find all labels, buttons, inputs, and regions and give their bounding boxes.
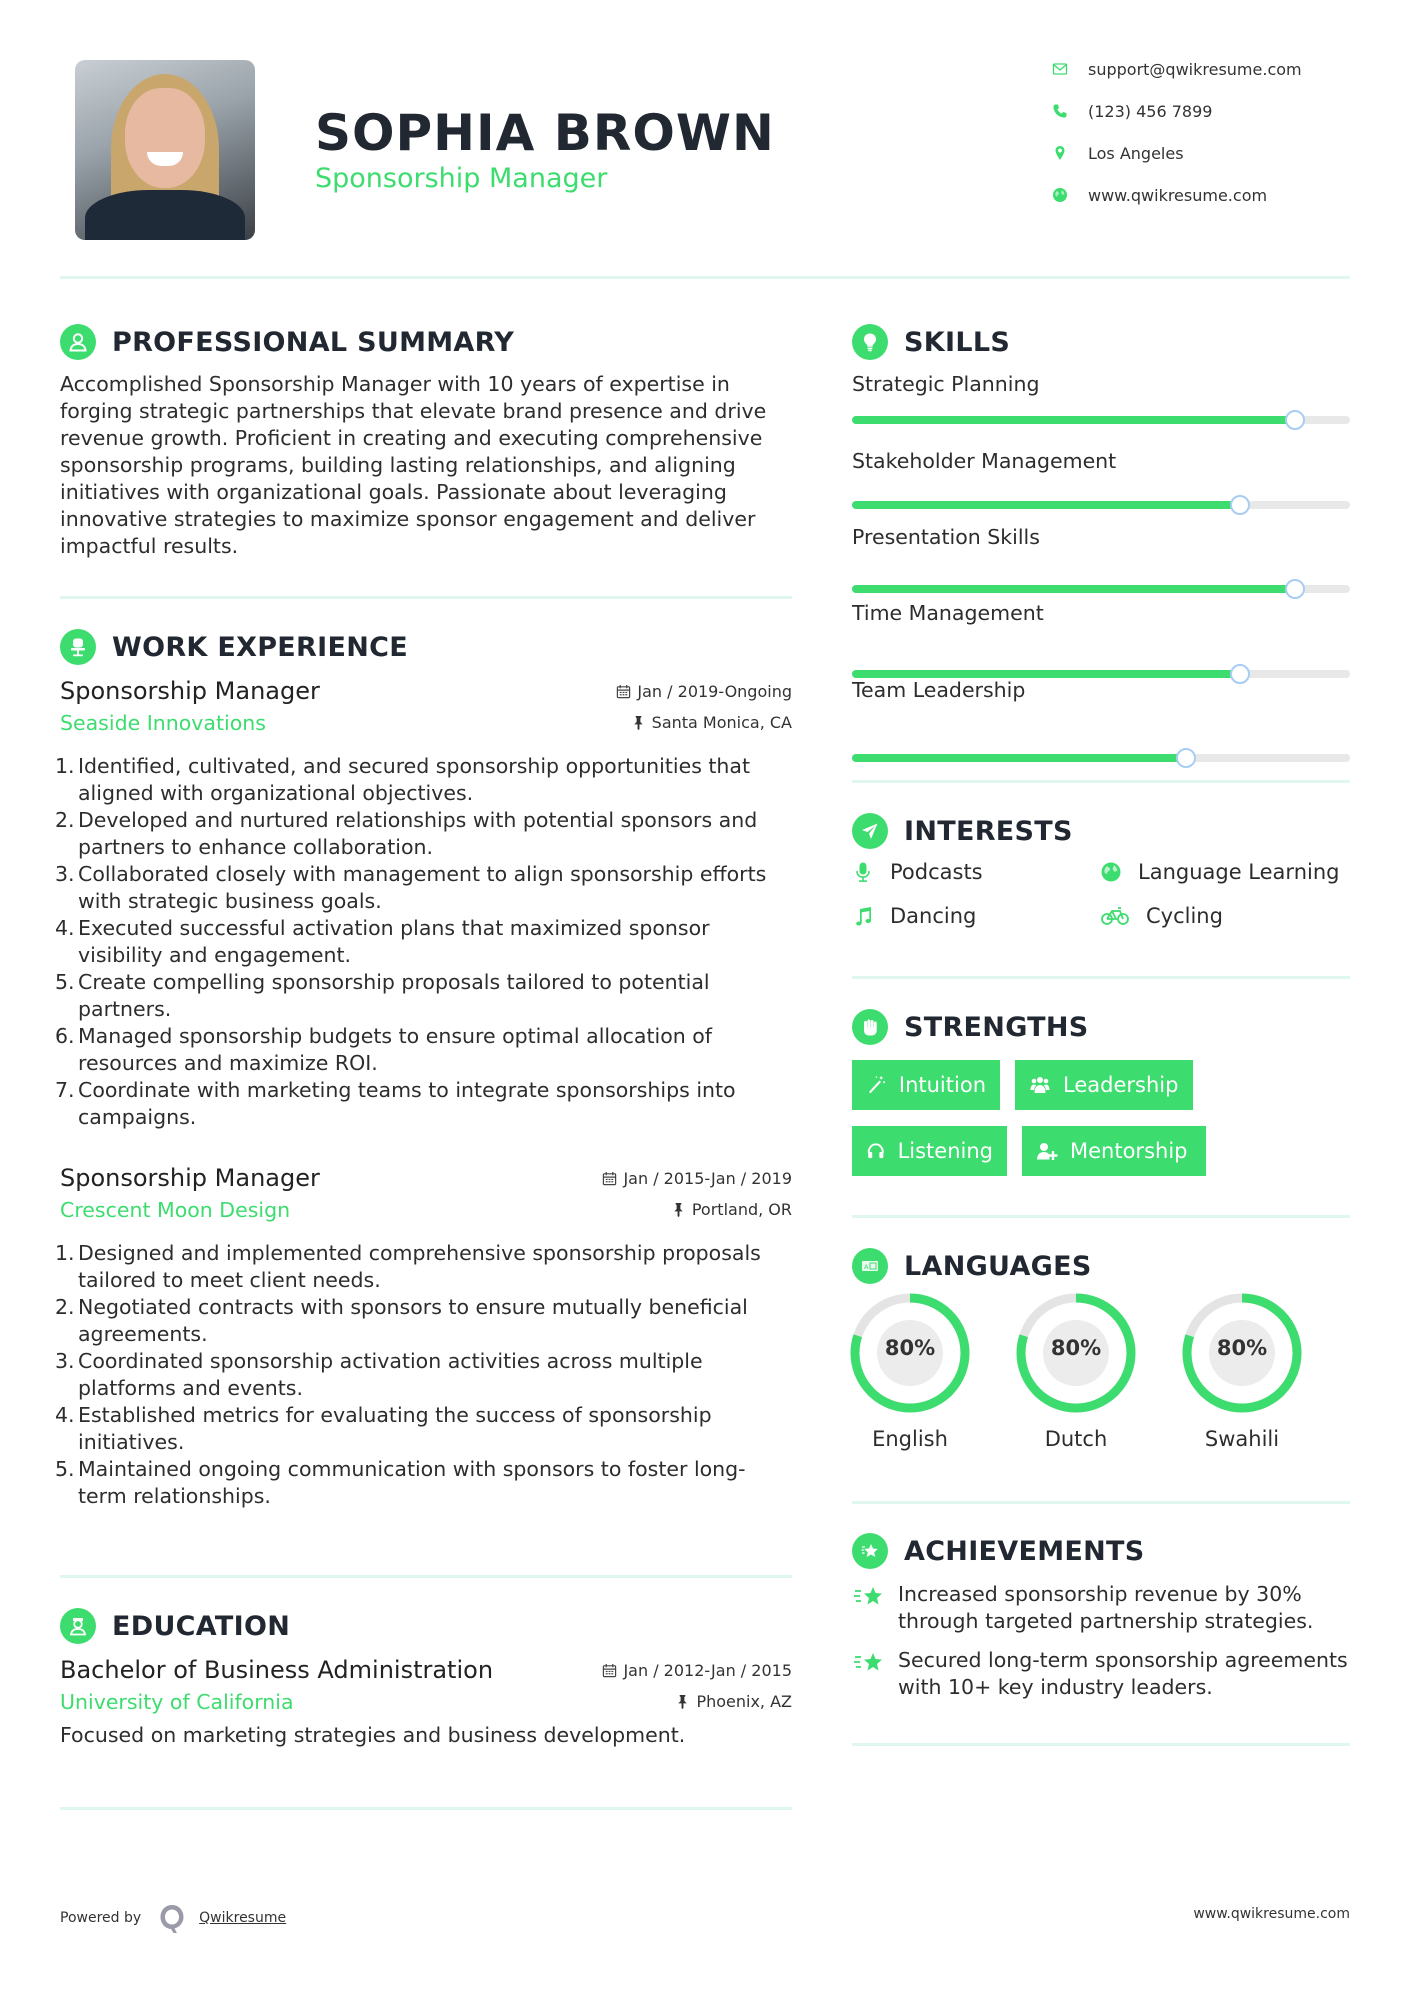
skill-item xyxy=(852,449,1350,473)
job-company: Crescent Moon Design xyxy=(60,1198,291,1222)
interest-item xyxy=(852,860,983,884)
skills-divider xyxy=(852,780,1350,783)
education-section xyxy=(60,1606,792,1749)
education-title: EDUCATION xyxy=(112,1610,291,1642)
job-header-row xyxy=(60,1164,792,1192)
candidate-name: SOPHIA BROWN xyxy=(315,104,775,162)
bicycle-icon xyxy=(1100,904,1134,928)
map-pin-icon xyxy=(1050,143,1070,163)
job-company-row xyxy=(60,1198,792,1222)
skills-heading xyxy=(852,322,1350,362)
job-entry xyxy=(55,677,792,1131)
translate-icon xyxy=(852,1248,888,1284)
bullet-item: 2. Negotiated contracts with sponsors to ensure mutually beneficial agreements. xyxy=(55,1295,748,1346)
bullet-item: 3. Coordinated sponsorship activation activities across multiple platforms and events. xyxy=(55,1349,703,1400)
bullet-item: 2. Developed and nurtured relationships with potential sponsors and partners to enhance collaboration. xyxy=(55,808,758,859)
globe-icon xyxy=(1100,860,1126,884)
education-date xyxy=(602,1661,792,1680)
bullet-item: 1. Designed and implemented comprehensive sponsorship proposals tailored to meet client needs. xyxy=(55,1241,761,1292)
education-description: Focused on marketing strategies and business development. xyxy=(60,1723,686,1747)
bullet-item: 1. Identified, cultivated, and secured sponsorship opportunities that aligned with organizational objectives. xyxy=(55,754,751,805)
strength-label: Listening xyxy=(897,1139,993,1163)
contact-location xyxy=(1050,141,1184,165)
strength-chip xyxy=(1022,1126,1206,1176)
strengths-divider xyxy=(852,1215,1350,1218)
skill-fill xyxy=(852,501,1240,509)
skill-fill xyxy=(852,754,1186,762)
education-divider xyxy=(60,1807,792,1810)
language-percent: 80% xyxy=(1216,1336,1268,1360)
contact-location-text: Los Angeles xyxy=(1088,143,1184,163)
achievements-divider xyxy=(852,1743,1350,1746)
interests-heading xyxy=(852,811,1350,851)
user-icon xyxy=(60,324,96,360)
languages-heading xyxy=(852,1246,1350,1286)
skill-bar[interactable] xyxy=(852,416,1350,424)
skills-section xyxy=(852,322,1350,362)
degree: Bachelor of Business Administration xyxy=(60,1656,494,1684)
strength-label: Leadership xyxy=(1063,1073,1179,1097)
phone-icon xyxy=(1050,101,1070,121)
bullet-item: 5. Create compelling sponsorship proposals tailored to potential partners. xyxy=(55,970,710,1021)
job-title: Sponsorship Manager xyxy=(60,1164,320,1192)
languages-section xyxy=(852,1246,1350,1286)
job-date-text: Jan / 2015-Jan / 2019 xyxy=(623,1169,792,1188)
bullet-item: 4. Established metrics for evaluating the success of sponsorship initiatives. xyxy=(55,1403,712,1454)
skill-fill xyxy=(852,416,1295,424)
interest-item xyxy=(852,904,976,928)
skill-item xyxy=(852,601,1350,625)
experience-heading xyxy=(60,627,792,667)
qwikresume-link[interactable]: Qwikresume xyxy=(199,1910,287,1926)
profile-photo xyxy=(75,60,255,240)
education-location xyxy=(675,1692,792,1711)
lightbulb-icon xyxy=(852,324,888,360)
education-school-row xyxy=(60,1690,792,1714)
skill-bar[interactable] xyxy=(852,670,1350,678)
language-label: English xyxy=(872,1427,948,1451)
fist-icon xyxy=(852,1009,888,1045)
header-divider xyxy=(60,276,1350,279)
qwikresume-logo-icon xyxy=(155,1901,189,1935)
photo-face xyxy=(125,88,205,188)
job-location xyxy=(631,713,792,732)
skill-fill xyxy=(852,670,1240,678)
pushpin-icon xyxy=(675,1694,690,1709)
skill-item xyxy=(852,525,1350,549)
summary-heading xyxy=(60,322,792,362)
strength-chip xyxy=(852,1060,1000,1110)
experience-title: WORK EXPERIENCE xyxy=(112,631,408,663)
pushpin-icon xyxy=(671,1202,686,1217)
school: University of California xyxy=(60,1690,294,1714)
skill-label: Stakeholder Management xyxy=(852,449,1117,473)
users-icon xyxy=(1029,1074,1051,1096)
interest-label: Podcasts xyxy=(890,860,983,884)
job-bullets xyxy=(55,753,792,1131)
interests-divider xyxy=(852,976,1350,979)
microphone-icon xyxy=(852,860,878,884)
skill-item xyxy=(852,372,1350,396)
education-header-row xyxy=(60,1656,792,1684)
skill-label: Team Leadership xyxy=(852,678,1026,702)
globe-icon xyxy=(1050,185,1070,205)
contact-email-text: support@qwikresume.com xyxy=(1088,59,1302,79)
footer-powered-by xyxy=(60,1901,286,1935)
calendar-icon xyxy=(602,1171,617,1186)
paper-plane-icon xyxy=(852,813,888,849)
skill-thumb[interactable] xyxy=(1230,495,1250,515)
education-date-text: Jan / 2012-Jan / 2015 xyxy=(623,1661,792,1680)
contact-website[interactable] xyxy=(1050,183,1267,207)
magic-wand-icon xyxy=(866,1074,887,1096)
strengths-section xyxy=(852,1007,1350,1047)
skills-title: SKILLS xyxy=(904,326,1011,358)
job-location-text: Portland, OR xyxy=(691,1200,792,1219)
skill-item xyxy=(852,678,1350,702)
summary-title: PROFESSIONAL SUMMARY xyxy=(112,326,515,358)
strength-label: Intuition xyxy=(898,1073,986,1097)
strength-label: Mentorship xyxy=(1070,1139,1188,1163)
summary-section xyxy=(60,322,792,560)
bullet-item: 3. Collaborated closely with management to align sponsorship efforts with strategic business goals. xyxy=(55,862,767,913)
envelope-icon xyxy=(1050,59,1070,79)
interest-label: Dancing xyxy=(890,904,977,928)
skill-label: Time Management xyxy=(852,601,1044,625)
star-badge-icon xyxy=(852,1533,888,1569)
job-date xyxy=(616,682,792,701)
strength-chip xyxy=(1015,1060,1193,1110)
language-label: Swahili xyxy=(1204,1427,1280,1451)
graduate-icon xyxy=(60,1608,96,1644)
contact-phone-text: (123) 456 7899 xyxy=(1088,101,1213,121)
achievements-heading xyxy=(852,1531,1350,1571)
job-date-text: Jan / 2019-Ongoing xyxy=(637,682,792,701)
summary-text: Accomplished Sponsorship Manager with 10 years of expertise in forging strategic partnerships that elevate brand presence and drive revenue growth. Proficient in creating and executing comprehensive sponsorship programs, building lasting relationships, and aligning initiatives with organizational goals. Passionate about leveraging innovative strategies to maximize sponsor engagement and deliver impactful results. xyxy=(60,372,767,558)
skill-label: Strategic Planning xyxy=(852,372,1040,396)
interest-label: Cycling xyxy=(1146,904,1223,928)
experience-divider xyxy=(60,1575,792,1578)
skill-fill xyxy=(852,585,1295,593)
job-location-text: Santa Monica, CA xyxy=(651,713,792,732)
job-company: Seaside Innovations xyxy=(60,711,266,735)
language-item xyxy=(1182,1293,1302,1451)
bullet-item: 4. Executed successful activation plans that maximized sponsor visibility and engagement. xyxy=(55,916,710,967)
skill-label: Presentation Skills xyxy=(852,525,1040,549)
interests-section xyxy=(852,811,1350,851)
interests-title: INTERESTS xyxy=(904,815,1073,847)
job-header-row xyxy=(60,677,792,705)
achievements-section xyxy=(852,1531,1350,1701)
language-label: Dutch xyxy=(1044,1427,1108,1451)
contact-website-text: www.qwikresume.com xyxy=(1088,185,1268,205)
strength-chip xyxy=(852,1126,1007,1176)
job-company-row xyxy=(60,711,792,735)
skill-thumb[interactable] xyxy=(1285,410,1305,430)
skill-bar[interactable] xyxy=(852,501,1350,509)
languages-title: LANGUAGES xyxy=(904,1250,1092,1282)
shooting-star-icon xyxy=(852,1647,886,1675)
achievement-text: Secured long-term sponsorship agreements with 10+ key industry leaders. xyxy=(898,1648,1348,1699)
strengths-title: STRENGTHS xyxy=(904,1011,1089,1043)
user-plus-icon xyxy=(1036,1140,1058,1162)
shooting-star-icon xyxy=(852,1581,886,1609)
achievement-item xyxy=(852,1581,1350,1635)
job-entry xyxy=(55,1164,792,1510)
contact-phone[interactable] xyxy=(1050,99,1212,123)
svg-text:A: A xyxy=(864,1263,869,1271)
interest-item xyxy=(1100,904,1223,928)
job-title: Sponsorship Manager xyxy=(60,677,320,705)
experience-section xyxy=(55,627,792,1131)
footer-website[interactable]: www.qwikresume.com xyxy=(1193,1906,1350,1922)
summary-divider xyxy=(60,596,792,599)
languages-divider xyxy=(852,1501,1350,1504)
bullet-item: 6. Managed sponsorship budgets to ensure optimal allocation of resources and maximize ROI. xyxy=(55,1024,712,1075)
calendar-icon xyxy=(602,1663,617,1678)
skill-bar[interactable] xyxy=(852,585,1350,593)
calendar-icon xyxy=(616,684,631,699)
contact-email[interactable] xyxy=(1050,57,1302,81)
skill-bar[interactable] xyxy=(852,754,1350,762)
bullet-item: 5. Maintained ongoing communication with sponsors to foster long-term relationships. xyxy=(55,1457,746,1508)
interest-label: Language Learning xyxy=(1138,860,1340,884)
music-note-icon xyxy=(852,904,878,928)
headphones-icon xyxy=(866,1140,886,1162)
education-location-text: Phoenix, AZ xyxy=(696,1692,792,1711)
language-item xyxy=(850,1293,970,1451)
skill-thumb[interactable] xyxy=(1285,579,1305,599)
job-bullets xyxy=(55,1240,792,1510)
candidate-title: Sponsorship Manager xyxy=(315,163,608,194)
job-date xyxy=(602,1169,792,1188)
job-location xyxy=(671,1200,792,1219)
achievements-title: ACHIEVEMENTS xyxy=(904,1535,1145,1567)
strengths-heading xyxy=(852,1007,1350,1047)
language-item xyxy=(1016,1293,1136,1451)
language-percent: 80% xyxy=(884,1336,936,1360)
skill-thumb[interactable] xyxy=(1176,748,1196,768)
achievement-text: Increased sponsorship revenue by 30% through targeted partnership strategies. xyxy=(898,1582,1314,1633)
office-chair-icon xyxy=(60,629,96,665)
interest-item xyxy=(1100,860,1339,884)
powered-by-label: Powered by xyxy=(60,1910,142,1926)
photo-body xyxy=(85,190,245,240)
language-percent: 80% xyxy=(1050,1336,1102,1360)
achievement-item xyxy=(852,1647,1350,1701)
education-heading xyxy=(60,1606,792,1646)
pushpin-icon xyxy=(631,715,646,730)
bullet-item: 7. Coordinate with marketing teams to integrate sponsorships into campaigns. xyxy=(55,1078,736,1129)
